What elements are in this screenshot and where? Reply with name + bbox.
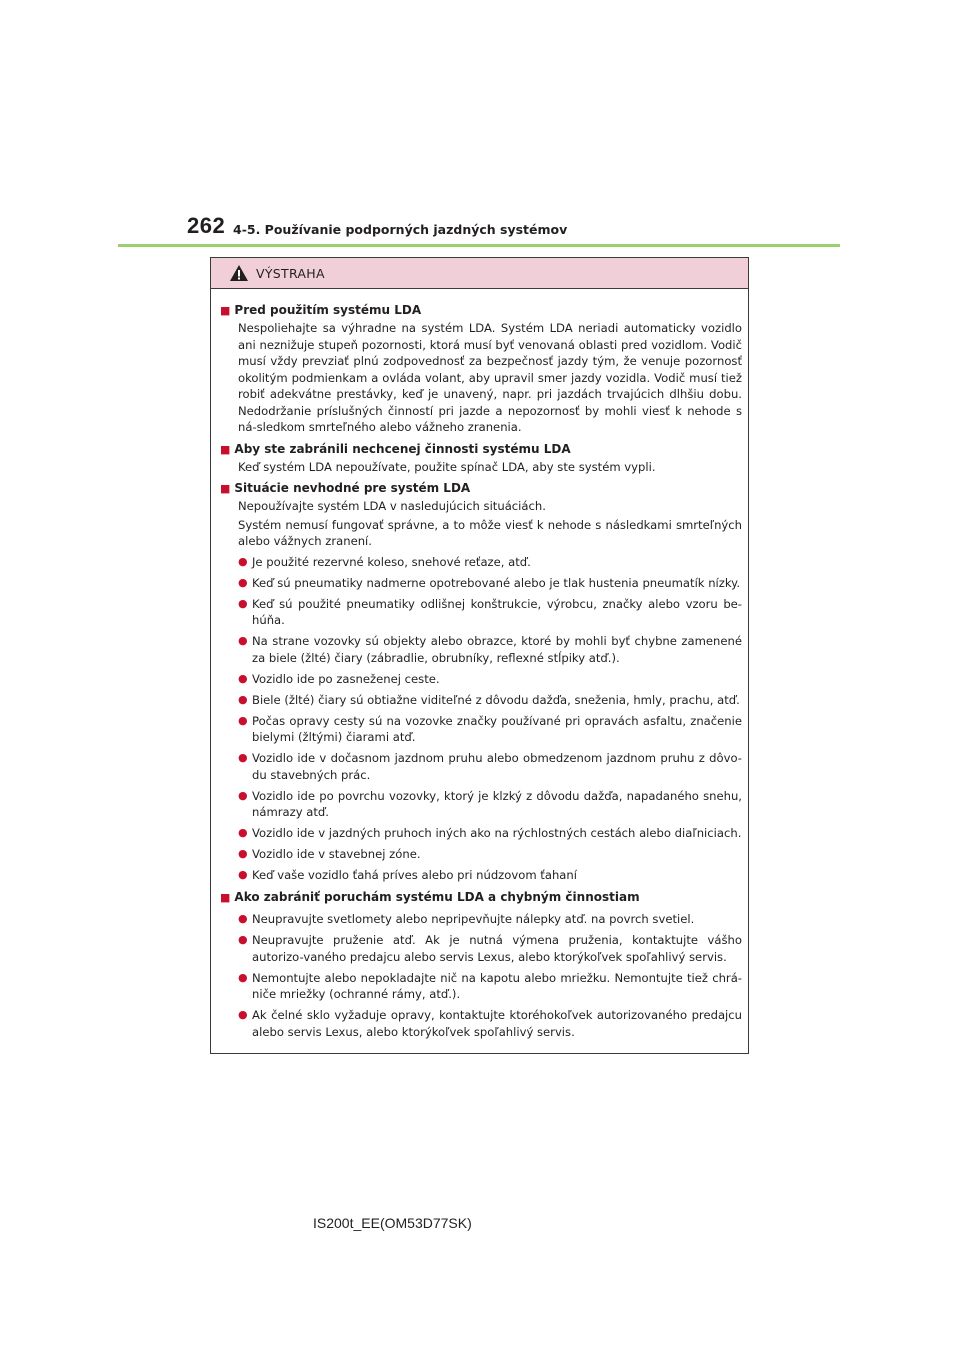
list-item (238, 867, 742, 884)
list-item (238, 788, 742, 821)
round-bullet-icon: ● (238, 575, 248, 589)
round-bullet-icon: ● (238, 713, 248, 727)
list-item (238, 1007, 742, 1040)
section-paragraph: Systém nemusí fungovať správne, a to môže viesť k nehode s následkami smrteľných alebo vážnych zranení. (238, 517, 742, 548)
bullet-list (238, 554, 742, 884)
round-bullet-icon: ● (238, 826, 248, 839)
list-item-text: Počas opravy cesty sú na vozovke značky používané pri opravách asfaltu, značenie bielymi (žltými) čiarami atď. (252, 713, 742, 744)
square-bullet-icon: ■ (220, 442, 231, 456)
round-bullet-icon: ● (238, 596, 248, 610)
section-title: 4-5. Používanie podporných jazdných systémov (233, 222, 568, 237)
list-item (238, 970, 742, 1003)
list-item (238, 633, 742, 666)
list-item (238, 750, 742, 783)
list-item (238, 575, 742, 592)
list-item-text: Nemontujte alebo nepokladajte nič na kapotu alebo mriežku. Nemontujte tiež chrá-niče mriežky (ochranné rámy, atď.). (252, 970, 742, 1001)
header-rule (118, 244, 840, 247)
round-bullet-icon: ● (238, 634, 248, 647)
list-item-text: Ak čelné sklo vyžaduje opravy, kontaktujte ktoréhokoľvek autorizovaného predajcu alebo servis Lexus, alebo ktorýkoľvek spoľahlivý servis. (252, 1008, 742, 1039)
warning-section-heading (220, 479, 742, 498)
section-heading-text: Ako zabrániť poruchám systému LDA a chybným činnostiam (234, 890, 640, 904)
list-item-text: Vozidlo ide v dočasnom jazdnom pruhu alebo obmedzenom jazdnom pruhu z dôvo-du stavebných prác. (252, 751, 742, 782)
list-item (238, 554, 742, 571)
list-item-text: Keď sú použité pneumatiky odlišnej konštrukcie, výrobcu, značky alebo vzoru be-húňa. (252, 596, 742, 627)
round-bullet-icon: ● (238, 788, 248, 802)
round-bullet-icon: ● (238, 671, 248, 685)
square-bullet-icon: ■ (220, 304, 231, 317)
list-item (238, 713, 742, 746)
round-bullet-icon: ● (238, 912, 248, 925)
section-heading-text: Aby ste zabránili nechcenej činnosti systému LDA (234, 441, 571, 456)
list-item-text: Vozidlo ide v stavebnej zóne. (252, 847, 421, 861)
list-item-text: Keď sú pneumatiky nadmerne opotrebované alebo je tlak hustenia pneumatík nízky. (252, 575, 741, 590)
warning-section-heading (220, 888, 742, 907)
list-item-text: Vozidlo ide v jazdných pruhoch iných ako na rýchlostných cestách alebo diaľniciach. (252, 826, 742, 840)
section-paragraph: Nepoužívajte systém LDA v nasledujúcich situáciách. (238, 499, 546, 513)
list-item-text: Biele (žlté) čiary sú obtiažne viditeľné z dôvodu dažďa, sneženia, hmly, prachu, atď. (252, 692, 740, 707)
list-item-text: Vozidlo ide po zasneženej ceste. (252, 671, 440, 686)
list-item (238, 596, 742, 629)
list-item-text: Neupravujte svetlomety alebo nepripevňujte nálepky atď. na povrch svetiel. (252, 912, 695, 926)
list-item-text: Na strane vozovky sú objekty alebo obrazce, ktoré by mohli byť chybne zamenené za biele (žlté) čiary (zábradlie, obrubníky, reflexné stĺpiky atď.). (252, 634, 742, 665)
list-item-text: Je použité rezervné koleso, snehové reťaze, atď. (252, 554, 531, 569)
list-item-text: Vozidlo ide po povrchu vozovky, ktorý je klzký z dôvodu dažďa, napadaného snehu, námrazy atď. (252, 788, 742, 819)
warning-triangle-icon (229, 264, 249, 282)
list-item (238, 846, 742, 863)
warning-body (211, 289, 748, 1040)
list-item (238, 671, 742, 688)
warning-header (211, 258, 748, 289)
warning-section-heading (220, 301, 742, 320)
section-heading-text: Situácie nevhodné pre systém LDA (234, 481, 471, 495)
footer-document-id: IS200t_EE(OM53D77SK) (313, 1215, 472, 1231)
list-item-text: Neupravujte pruženie atď. Ak je nutná výmena pruženia, kontaktujte vášho autorizo-vaného predajcu alebo servis Lexus, alebo ktorýkoľvek spoľahlivý servis. (252, 933, 742, 964)
square-bullet-icon: ■ (220, 482, 231, 495)
list-item (238, 825, 742, 842)
section-paragraph: Keď systém LDA nepoužívate, použite spínač LDA, aby ste systém vypli. (238, 459, 656, 474)
list-item (238, 692, 742, 709)
round-bullet-icon: ● (238, 1008, 248, 1021)
warning-section-heading (220, 440, 742, 459)
section-heading-text: Pred použitím systému LDA (234, 303, 422, 317)
page-number: 262 (187, 213, 226, 238)
bullet-list (238, 911, 742, 1040)
list-item (238, 911, 742, 928)
square-bullet-icon: ■ (220, 891, 231, 904)
section-paragraph: Nespoliehajte sa výhradne na systém LDA. Systém LDA neriadi automaticky vozidlo ani neznižuje stupeň pozornosti, ktorá musí byť venovaná oblasti pred vozidlom. Vodič musí vždy prevziať plnú zodpovednosť za bezpečnosť jazdy tým, že venuje pozornosť okolitým podmienkam a ovláda volant, aby upravil smer jazdy vozidla. Vodič musí tiež robiť adekvátne prestávky, keď je unavený, napr. pri jazdách trvajúcich dlhšiu dobu. Nedodržanie príslušných činností pri jazde a nepozornosť by mohli viesť k nehode s ná-sledkom smrteľného alebo vážneho zranenia. (238, 321, 742, 434)
round-bullet-icon: ● (238, 933, 248, 946)
round-bullet-icon: ● (238, 847, 248, 860)
round-bullet-icon: ● (238, 692, 248, 706)
round-bullet-icon: ● (238, 554, 248, 568)
list-item-text: Keď vaše vozidlo ťahá príves alebo pri núdzovom ťahaní (252, 868, 577, 882)
round-bullet-icon: ● (238, 751, 248, 764)
round-bullet-icon: ● (238, 868, 248, 881)
round-bullet-icon: ● (238, 970, 248, 984)
warning-title: VÝSTRAHA (256, 265, 325, 281)
warning-box (210, 257, 749, 1054)
list-item (238, 932, 742, 965)
